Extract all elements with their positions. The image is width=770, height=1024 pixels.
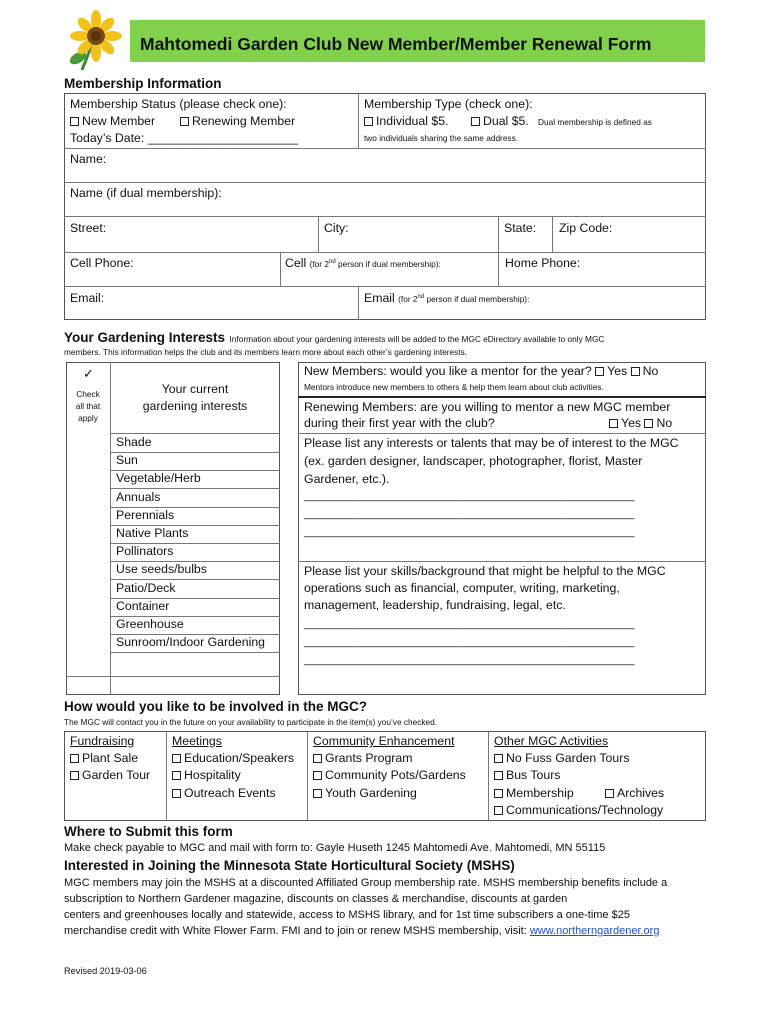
email-second-field[interactable]: Email (for 2nd person if dual membership): [364, 291, 530, 305]
bus-tours-option[interactable]: Bus Tours [494, 768, 560, 782]
membership-option[interactable]: Membership [494, 786, 574, 800]
skills-blank-line[interactable]: ______________________________________________________ [304, 636, 635, 648]
outreach-option[interactable]: Outreach Events [172, 786, 276, 800]
mshs-text-line4: merchandise credit with White Flower Farm. FMI and to join or renew MSHS membership, visit: www.northerngardener.org [64, 925, 660, 937]
interest-item[interactable]: Pollinators [116, 544, 174, 558]
mshs-text-line2: subscription to Northern Gardener magazine, discounts on classes & merchandise, discounts at garden [64, 893, 568, 905]
checkbox[interactable] [609, 419, 618, 428]
renewing-mentor-question-continued: during their first year with the club? [304, 416, 495, 430]
talents-prompt: Please list any interests or talents that may be of interest to the MGC [304, 436, 679, 450]
interest-item[interactable]: Use seeds/bulbs [116, 562, 207, 576]
checkbox[interactable] [644, 419, 653, 428]
sunflower-icon [62, 10, 130, 72]
skills-prompt: Please list your skills/background that might be helpful to the MGC [304, 564, 666, 578]
dual-note: Dual membership is defined as [538, 117, 652, 127]
interest-item[interactable]: Native Plants [116, 526, 189, 540]
interests-intro-continued: members. This information helps the club and its members learn more about each other’s gardening interests. [64, 347, 468, 357]
involvement-section-title: How would you like to be involved in the MGC? [64, 699, 368, 714]
check-mark-icon: ✓ [83, 366, 94, 381]
dual-note-continued: two individuals sharing the same address. [364, 133, 519, 143]
checkbox[interactable] [605, 789, 614, 798]
renewing-member-option[interactable]: Renewing Member [180, 114, 295, 128]
checkbox[interactable] [313, 754, 322, 763]
interest-item[interactable]: Perennials [116, 508, 175, 522]
interest-item[interactable]: Patio/Deck [116, 581, 176, 595]
state-field[interactable]: State: [504, 221, 537, 235]
checkbox[interactable] [172, 754, 181, 763]
interest-item[interactable]: Sun [116, 453, 138, 467]
hospitality-option[interactable]: Hospitality [172, 768, 241, 782]
new-members-mentor-question: New Members: would you like a mentor for the year? Yes No [304, 364, 659, 378]
checkbox[interactable] [364, 117, 373, 126]
interest-item[interactable]: Sunroom/Indoor Gardening [116, 635, 266, 649]
meetings-heading: Meetings [172, 734, 222, 748]
membership-status-label: Membership Status (please check one): [70, 97, 287, 111]
talents-blank-line[interactable]: ______________________________________________________ [304, 526, 635, 538]
checkbox[interactable] [494, 771, 503, 780]
renewing-mentor-question: Renewing Members: are you willing to mentor a new MGC member [304, 400, 671, 414]
checkbox[interactable] [313, 789, 322, 798]
fundraising-heading: Fundraising [70, 734, 135, 748]
checkbox[interactable] [70, 117, 79, 126]
checkbox[interactable] [494, 789, 503, 798]
interest-item[interactable]: Vegetable/Herb [116, 471, 201, 485]
new-member-option[interactable]: New Member [70, 114, 155, 128]
garden-tour-option[interactable]: Garden Tour [70, 768, 150, 782]
name-dual-field[interactable]: Name (if dual membership): [70, 186, 222, 200]
skills-prompt-line3: management, leadership, fundraising, legal, etc. [304, 598, 566, 612]
checkbox[interactable] [70, 771, 79, 780]
check-all-label: Check all that apply [75, 389, 101, 423]
mshs-text-line3: centers and greenhouses locally and statewide, access to MSHS library, and for 1st time subscribers a one-time $25 [64, 909, 630, 921]
grants-option[interactable]: Grants Program [313, 751, 412, 765]
mshs-text-line1: MGC members may join the MSHS at a discounted Affiliated Group membership rate. MSHS membership benefits include a [64, 877, 668, 889]
interest-item[interactable]: Shade [116, 435, 152, 449]
city-field[interactable]: City: [324, 221, 349, 235]
checkbox[interactable] [172, 789, 181, 798]
membership-section-title: Membership Information [64, 76, 222, 91]
renewing-mentor-options: Yes No [609, 416, 672, 430]
plant-sale-option[interactable]: Plant Sale [70, 751, 138, 765]
email-field[interactable]: Email: [70, 291, 105, 305]
name-field[interactable]: Name: [70, 152, 107, 166]
education-option[interactable]: Education/Speakers [172, 751, 294, 765]
interest-item[interactable]: Annuals [116, 490, 161, 504]
todays-date-field[interactable]: Today’s Date: ______________________ [70, 131, 299, 145]
skills-prompt-line2: operations such as financial, computer, writing, marketing, [304, 581, 620, 595]
community-heading: Community Enhancement [313, 734, 455, 748]
youth-option[interactable]: Youth Gardening [313, 786, 417, 800]
talents-blank-line[interactable]: ______________________________________________________ [304, 508, 635, 520]
checkbox[interactable] [494, 754, 503, 763]
page-title: Mahtomedi Garden Club New Member/Member Renewal Form [140, 34, 652, 54]
submit-section-title: Where to Submit this form [64, 824, 233, 839]
interests-heading: Your Gardening Interests Information about your gardening interests will be added to the MGC eDirectory available to only MGC [64, 330, 605, 345]
other-heading: Other MGC Activities [494, 734, 609, 748]
revised-date: Revised 2019-03-06 [64, 966, 147, 976]
communications-option[interactable]: Communications/Technology [494, 803, 663, 817]
cell-second-field[interactable]: Cell (for 2nd person if dual membership): [285, 256, 441, 270]
checkbox[interactable] [313, 771, 322, 780]
talents-prompt-line2: (ex. garden designer, landscaper, photographer, florist, Master [304, 454, 643, 468]
checkbox[interactable] [471, 117, 480, 126]
mentor-note: Mentors introduce new members to others & help them learn about club activities. [304, 382, 604, 392]
no-fuss-option[interactable]: No Fuss Garden Tours [494, 751, 629, 765]
talents-prompt-line3: Gardener, etc.). [304, 472, 390, 486]
checkbox[interactable] [631, 367, 640, 376]
talents-blank-line[interactable]: ______________________________________________________ [304, 490, 635, 502]
skills-blank-line[interactable]: ______________________________________________________ [304, 618, 635, 630]
home-phone-field[interactable]: Home Phone: [505, 256, 581, 270]
individual-option[interactable]: Individual $5. [364, 114, 448, 128]
cell-phone-field[interactable]: Cell Phone: [70, 256, 134, 270]
northern-gardener-link[interactable]: www.northerngardener.org [529, 925, 660, 937]
interests-column-header: Your current gardening interests [142, 382, 248, 413]
interest-item[interactable]: Container [116, 599, 170, 613]
checkbox[interactable] [595, 367, 604, 376]
community-pots-option[interactable]: Community Pots/Gardens [313, 768, 466, 782]
skills-blank-line[interactable]: ______________________________________________________ [304, 654, 635, 666]
interest-item[interactable]: Greenhouse [116, 617, 184, 631]
involvement-note: The MGC will contact you in the future on your availability to participate in the item(s) you’ve checked. [64, 717, 438, 727]
membership-type-label: Membership Type (check one): [364, 97, 533, 111]
street-field[interactable]: Street: [70, 221, 107, 235]
dual-option[interactable]: Dual $5. [471, 114, 529, 128]
submit-instructions: Make check payable to MGC and mail with form to: Gayle Huseth 1245 Mahtomedi Ave. Mahtomedi, MN 55115 [64, 842, 606, 854]
mshs-section-title: Interested in Joining the Minnesota State Horticultural Society (MSHS) [64, 858, 515, 873]
zip-field[interactable]: Zip Code: [559, 221, 613, 235]
archives-option[interactable]: Archives [605, 786, 664, 800]
checkbox[interactable] [180, 117, 189, 126]
checkbox[interactable] [172, 771, 181, 780]
checkbox[interactable] [70, 754, 79, 763]
checkbox[interactable] [494, 806, 503, 815]
